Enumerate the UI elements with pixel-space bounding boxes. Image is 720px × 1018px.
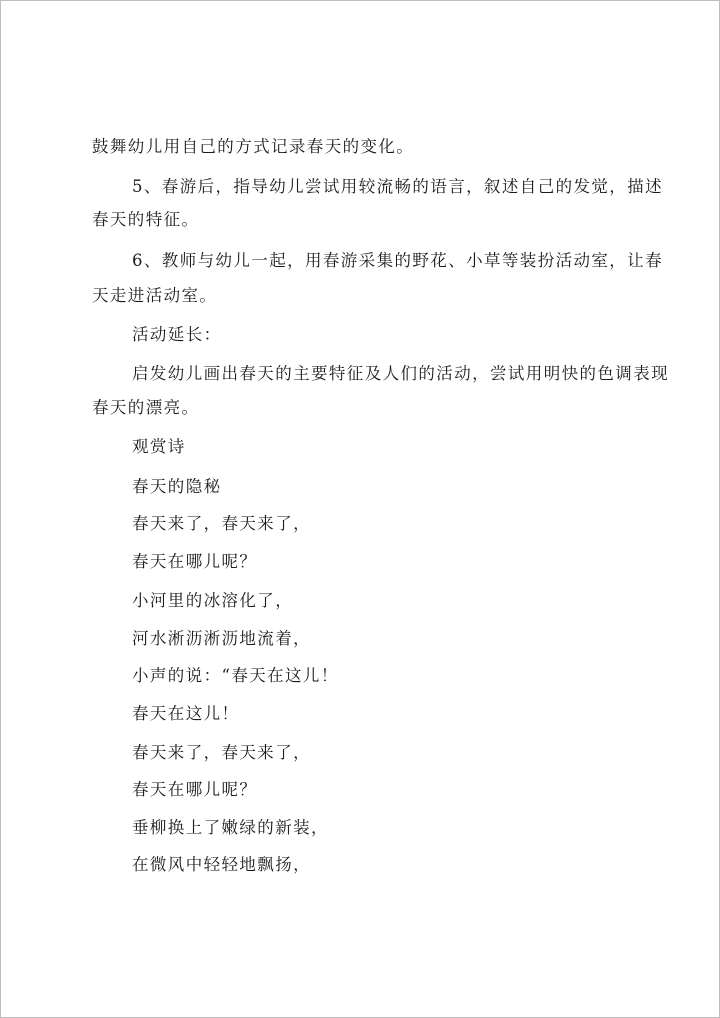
text-line: 启发幼儿画出春天的主要特征及人们的活动，尝试用明快的色调表现 (132, 364, 669, 383)
text-line: 春天的漂亮。 (92, 398, 200, 417)
text-line: 小河里的冰溶化了， (132, 591, 294, 610)
text-line: 河水淅沥淅沥地流着， (132, 629, 311, 648)
text-line: 鼓舞幼儿用自己的方式记录春天的变化。 (92, 137, 415, 156)
text-line: 春天的特征。 (92, 210, 200, 229)
text-line: 5、春游后，指导幼儿尝试用较流畅的语言，叙述自己的发觉，描述 (132, 177, 663, 196)
text-line: 垂柳换上了嫩绿的新装， (132, 818, 329, 837)
text-line: 小声的说：“春天在这儿！ (132, 666, 339, 685)
text-line: 活动延长： (132, 325, 222, 344)
text-line: 春天来了，春天来了， (132, 743, 311, 762)
text-line: 春天在哪儿呢？ (132, 780, 258, 799)
text-line: 春天在这儿！ (132, 704, 240, 723)
text-line: 观赏诗 (132, 437, 186, 456)
text-line: 在微风中轻轻地飘扬， (132, 855, 311, 874)
text-line: 6、教师与幼儿一起，用春游采集的野花、小草等装扮活动室，让春 (132, 251, 663, 270)
text-line: 春天来了，春天来了， (132, 514, 311, 533)
text-line: 天走进活动室。 (92, 286, 218, 305)
text-line: 春天的隐秘 (132, 477, 222, 496)
text-line: 春天在哪儿呢？ (132, 552, 258, 571)
